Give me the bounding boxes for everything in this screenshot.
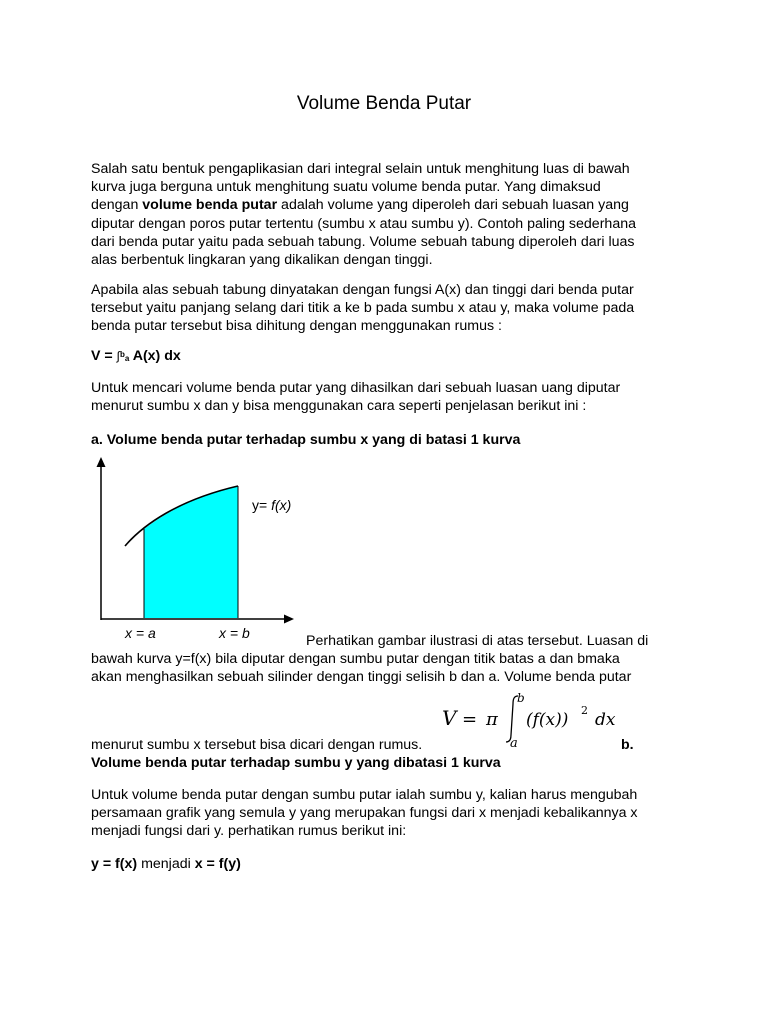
volume-integral-formula xyxy=(440,688,630,750)
third-paragraph xyxy=(91,379,691,415)
upper-limit: b xyxy=(119,350,125,359)
x-equals-a-label: x = a xyxy=(125,625,156,641)
x-equals-b-label: x = b xyxy=(219,625,250,641)
volume-formula: V = ∫$^b$a A(x) dx xyxy=(91,348,181,364)
text-line: kurva juga berguna untuk menghitung suatu volume benda putar. Yang dimaksud xyxy=(91,179,601,196)
text-line: akan menghasilkan sebuah silinder dengan tinggi selisih b dan a. Volume benda putar xyxy=(91,669,632,686)
upper-limit: b xyxy=(517,691,525,705)
text-line: bawah kurva y=f(x) bila diputar dengan sumbu putar dengan titik batas a dan bmaka xyxy=(91,651,620,668)
inverse-function-rule xyxy=(91,856,241,872)
text-line: menurut sumbu x dan y bisa menggunakan cara seperti penjelasan berikut ini : xyxy=(91,398,587,415)
text-line: diputar dengan poros putar tertentu (sumbu x atau sumbu y). Contoh paling sederhana xyxy=(91,215,636,232)
rule-middle: menjadi xyxy=(137,856,195,872)
integral-sign: ∫ xyxy=(116,349,120,363)
text-line: Untuk mencari volume benda putar yang dihasilkan dari sebuah luasan uang diputar xyxy=(91,380,621,396)
section-heading-a: a. Volume benda putar terhadap sumbu x yang di batasi 1 kurva xyxy=(91,432,521,448)
y-axis-arrow xyxy=(97,457,106,467)
curve-label: y= f(x) xyxy=(252,497,292,513)
text-line: Untuk volume benda putar dengan sumbu putar ialah sumbu y, kalian harus mengubah xyxy=(91,787,638,803)
text-line: tersebut yaitu panjang selang dari titik a ke b pada sumbu x atau y, maka volume pada xyxy=(91,300,635,317)
formula-v: V xyxy=(442,706,457,730)
formula-integrand: (f(x)) xyxy=(526,710,569,730)
text-line: benda putar tersebut bisa dihitung dengan menggunakan rumus : xyxy=(91,318,502,335)
text-line: dengan volume benda putar adalah volume yang diperoleh dari sebuah luasan yang xyxy=(91,197,629,214)
lower-limit: a xyxy=(124,354,130,363)
text-line: dari benda putar yaitu pada sebuah tabung. Volume sebuah tabung diperoleh dari luas xyxy=(91,233,635,250)
formula-dx: dx xyxy=(595,710,616,730)
formula-equals: = xyxy=(462,709,478,730)
rule-left: y = f(x) xyxy=(91,856,138,872)
section-heading-b: Volume benda putar terhadap sumbu y yang dibatasi 1 kurva xyxy=(91,755,501,771)
intro-paragraph xyxy=(91,160,691,269)
formula-power: 2 xyxy=(581,704,588,717)
text-line: Perhatikan gambar ilustrasi di atas tersebut. Luasan di xyxy=(306,633,649,649)
second-paragraph xyxy=(91,281,691,336)
formula-pi: π xyxy=(486,709,498,730)
section-b-marker: b. xyxy=(621,737,634,753)
area-under-curve-figure xyxy=(88,455,303,645)
text-line: alas berbentuk lingkaran yang dikalikan dengan tinggi. xyxy=(91,252,433,269)
lower-limit: a xyxy=(510,736,518,750)
figure-explanation xyxy=(91,632,691,687)
text-line: Salah satu bentuk pengaplikasian dari integral selain untuk menghitung luas di bawah xyxy=(91,161,630,177)
page-title: Volume Benda Putar xyxy=(296,93,472,114)
text-line: persamaan grafik yang semula y yang merupakan fungsi dari x menjadi kebalikannya x xyxy=(91,805,638,822)
text-line: menjadi fungsi dari y. perhatikan rumus berikut ini: xyxy=(91,823,407,840)
text-line: menurut sumbu x tersebut bisa dicari dengan rumus. xyxy=(91,737,423,753)
text-line: Apabila alas sebuah tabung dinyatakan dengan fungsi A(x) dan tinggi dari benda putar xyxy=(91,282,634,298)
rule-right: x = f(y) xyxy=(194,856,241,872)
x-axis-arrow xyxy=(284,615,294,624)
fifth-paragraph xyxy=(91,786,691,841)
shaded-area xyxy=(144,486,238,618)
figure-svg xyxy=(88,455,303,645)
bold-term: volume benda putar xyxy=(142,197,278,214)
